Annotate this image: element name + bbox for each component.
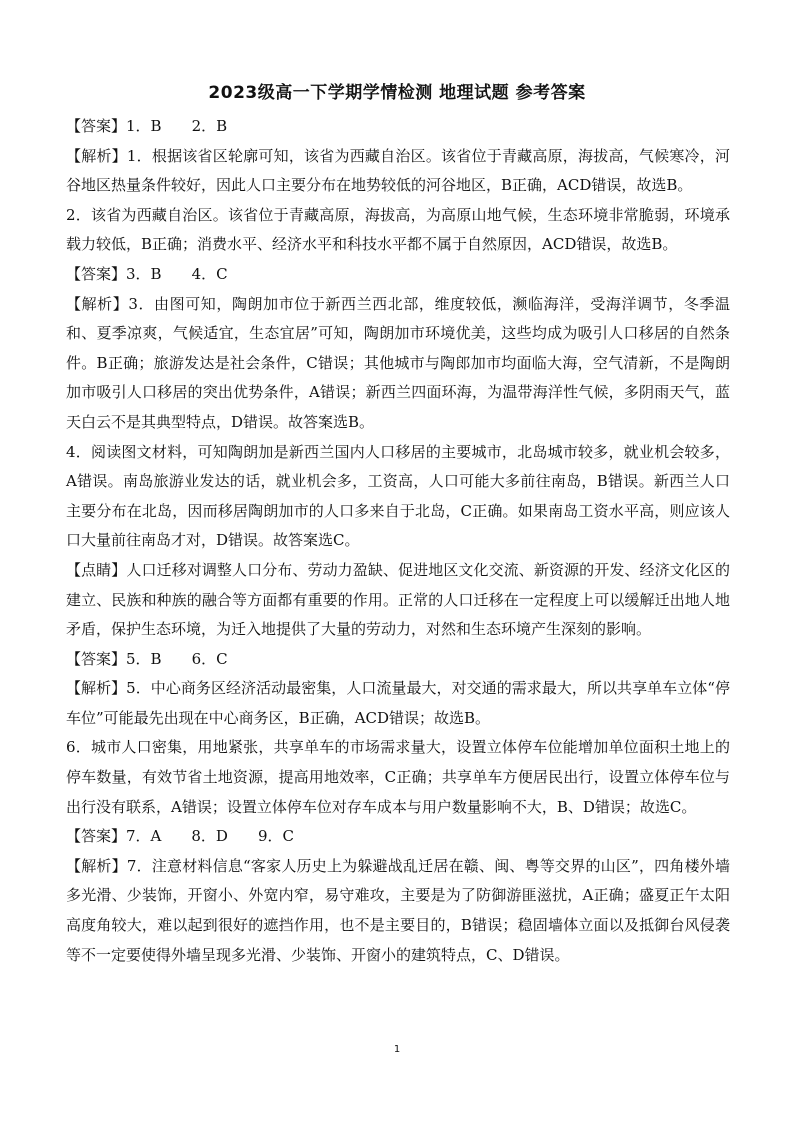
tip-paragraph: 【点睛】人口迁移对调整人口分布、劳动力盈缺、促进地区文化交流、新资源的开发、经济文化区的建立、民族和种族的融合等方面都有重要的作用。正常的人口迁移在一定程度上可以缓解迁出地人地矛盾，保护生态环境，为迁入地提供了大量的劳动力，对然和生态环境产生深刻的影响。 [66, 560, 730, 639]
explanation-paragraph: 4．阅读图文材料，可知陶朗加是新西兰国内人口移居的主要城市，北岛城市较多，就业机会较多，A错误。南岛旅游业发达的话，就业机会多，工资高，人口可能大多前往南岛，B错误。新西兰人口主要分布在北岛，因而移居陶朗加市的人口多来自于北岛，C正确。如果南岛工资水平高，则应该人口大量前往南岛才对，D错误。故答案选C。 [66, 442, 730, 550]
document-body [66, 112, 730, 970]
explanation-paragraph: 【解析】7．注意材料信息“客家人历史上为躲避战乱迁居在赣、闽、粤等交界的山区”，四角楼外墙多光滑、少装饰，开窗小、外宽内窄，易守难攻，主要是为了防御游匪滋扰，A正确；盛夏正午太阳高度角较大，难以起到很好的遮挡作用，也不是主要目的，B错误；稳固墙体立面以及抵御台风侵袭等不一定要使得外墙呈现多光滑、少装饰、开窗小的建筑特点，C、D错误。 [66, 856, 730, 964]
answer-line: 【答案】1．B 2．B [66, 117, 228, 135]
explanation-paragraph: 2．该省为西藏自治区。该省位于青藏高原，海拔高，为高原山地气候，生态环境非常脆弱，环境承载力较低，B正确；消费水平、经济水平和科技水平都不属于自然原因，ACD错误，故选B。 [66, 205, 730, 254]
answer-line: 【答案】5．B 6．C [66, 649, 228, 668]
page-number: 1 [393, 1044, 401, 1055]
answer-line: 【答案】3．B 4．C [66, 264, 228, 283]
document-title: 2023级高一下学期学情检测 地理试题 参考答案 [208, 83, 586, 103]
answer-line: 【答案】7．A 8．D 9．C [66, 827, 294, 846]
explanation-paragraph: 【解析】1．根据该省区轮廓可知，该省为西藏自治区。该省位于青藏高原，海拔高，气候寒冷，河谷地区热量条件较好，因此人口主要分布在地势较低的河谷地区，B正确，ACD错误，故选B。 [66, 146, 730, 195]
explanation-paragraph: 【解析】5．中心商务区经济活动最密集，人口流量最大，对交通的需求最大，所以共享单车立体“停车位”可能最先出现在中心商务区，B正确，ACD错误；故选B。 [66, 679, 730, 727]
explanation-paragraph: 6．城市人口密集，用地紧张，共享单车的市场需求量大，设置立体停车位能增加单位面积土地上的停车数量，有效节省土地资源，提高用地效率，C正确；共享单车方便居民出行，设置立体停车位与出行没有联系，A错误；设置立体停车位对存车成本与用户数量影响不大，B、D错误；故选C。 [66, 738, 730, 816]
explanation-paragraph: 【解析】3．由图可知，陶朗加市位于新西兰西北部，维度较低，濒临海洋，受海洋调节，冬季温和、夏季凉爽，气候适宜，生态宜居”可知，陶朗加市环境优美，这些均成为吸引人口移居的自然条件。B正确；旅游发达是社会条件，C错误；其他城市与陶郎加市均面临大海，空气清新，不是陶朗加市吸引人口移居的突出优势条件，A错误；新西兰四面环海，为温带海洋性气候，多阴雨天气，蓝天白云不是其典型特点，D错误。故答案选B。 [66, 294, 730, 431]
